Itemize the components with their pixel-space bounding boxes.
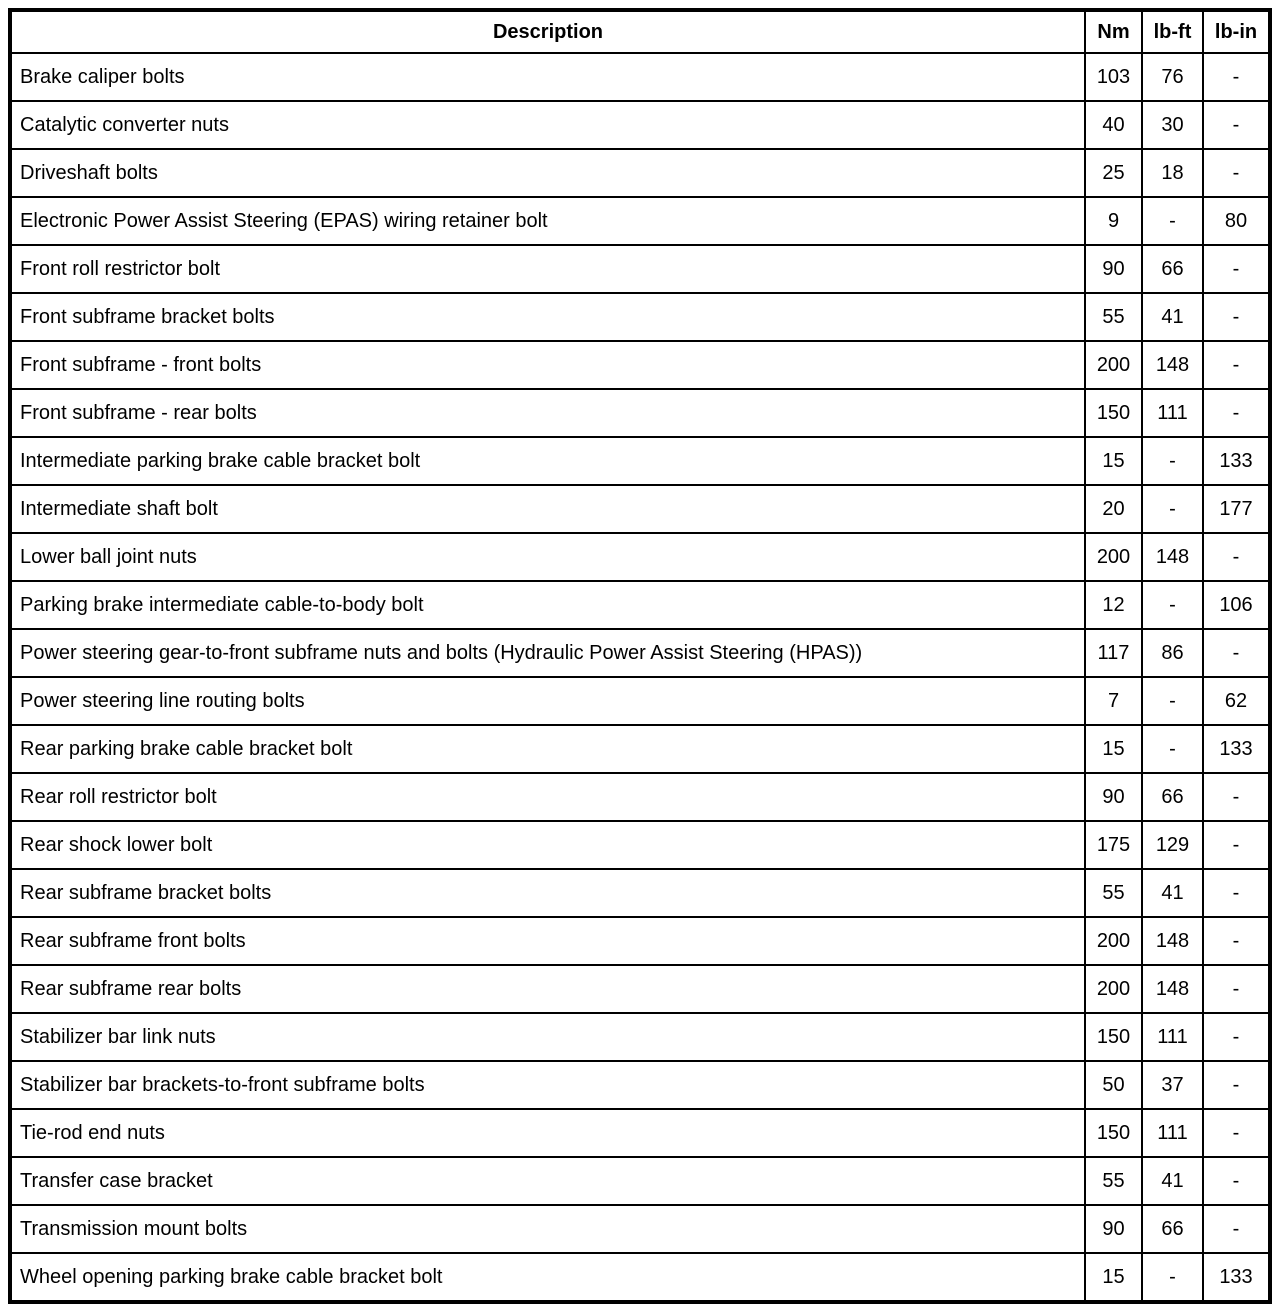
- cell-lbft: 86: [1142, 629, 1203, 677]
- cell-description: Stabilizer bar link nuts: [10, 1013, 1085, 1061]
- cell-description: Rear roll restrictor bolt: [10, 773, 1085, 821]
- table-row: [10, 1013, 1270, 1061]
- cell-lbft: 41: [1142, 293, 1203, 341]
- cell-lbft: 30: [1142, 101, 1203, 149]
- cell-lbin: 62: [1203, 677, 1270, 725]
- cell-description: Stabilizer bar brackets-to-front subframe bolts: [10, 1061, 1085, 1109]
- cell-lbft: 129: [1142, 821, 1203, 869]
- column-header-lbin: lb-in: [1203, 10, 1270, 53]
- table-row: [10, 917, 1270, 965]
- cell-nm: 200: [1085, 341, 1142, 389]
- cell-nm: 200: [1085, 965, 1142, 1013]
- cell-nm: 200: [1085, 533, 1142, 581]
- cell-lbft: 111: [1142, 389, 1203, 437]
- table-row: [10, 1157, 1270, 1205]
- table-row: [10, 389, 1270, 437]
- cell-lbft: 148: [1142, 341, 1203, 389]
- cell-lbin: 133: [1203, 1253, 1270, 1302]
- cell-lbft: 41: [1142, 1157, 1203, 1205]
- cell-description: Front subframe bracket bolts: [10, 293, 1085, 341]
- cell-nm: 55: [1085, 1157, 1142, 1205]
- cell-nm: 15: [1085, 1253, 1142, 1302]
- cell-description: Intermediate shaft bolt: [10, 485, 1085, 533]
- table-row: [10, 533, 1270, 581]
- cell-lbft: -: [1142, 437, 1203, 485]
- table-row: [10, 965, 1270, 1013]
- cell-description: Brake caliper bolts: [10, 53, 1085, 101]
- cell-lbin: -: [1203, 389, 1270, 437]
- cell-lbft: -: [1142, 581, 1203, 629]
- table-row: [10, 821, 1270, 869]
- cell-description: Rear subframe rear bolts: [10, 965, 1085, 1013]
- cell-lbin: -: [1203, 293, 1270, 341]
- torque-spec-table: [8, 8, 1272, 1304]
- cell-nm: 55: [1085, 293, 1142, 341]
- cell-nm: 200: [1085, 917, 1142, 965]
- cell-lbft: 111: [1142, 1013, 1203, 1061]
- cell-description: Wheel opening parking brake cable bracket bolt: [10, 1253, 1085, 1302]
- cell-nm: 25: [1085, 149, 1142, 197]
- cell-lbin: -: [1203, 245, 1270, 293]
- table-row: [10, 629, 1270, 677]
- table-row: [10, 293, 1270, 341]
- cell-lbin: -: [1203, 629, 1270, 677]
- cell-lbft: 148: [1142, 965, 1203, 1013]
- table-row: [10, 677, 1270, 725]
- cell-lbft: -: [1142, 1253, 1203, 1302]
- header-row: [10, 10, 1270, 53]
- cell-description: Rear shock lower bolt: [10, 821, 1085, 869]
- cell-lbin: -: [1203, 533, 1270, 581]
- cell-nm: 90: [1085, 773, 1142, 821]
- table-row: [10, 101, 1270, 149]
- table-row: [10, 1109, 1270, 1157]
- cell-lbft: -: [1142, 485, 1203, 533]
- cell-description: Tie-rod end nuts: [10, 1109, 1085, 1157]
- cell-lbin: -: [1203, 917, 1270, 965]
- cell-lbin: -: [1203, 821, 1270, 869]
- cell-description: Catalytic converter nuts: [10, 101, 1085, 149]
- cell-lbin: 133: [1203, 725, 1270, 773]
- cell-description: Front subframe - rear bolts: [10, 389, 1085, 437]
- cell-lbin: -: [1203, 53, 1270, 101]
- cell-description: Lower ball joint nuts: [10, 533, 1085, 581]
- table-row: [10, 53, 1270, 101]
- cell-lbin: 133: [1203, 437, 1270, 485]
- cell-nm: 40: [1085, 101, 1142, 149]
- cell-lbft: 37: [1142, 1061, 1203, 1109]
- cell-lbin: 106: [1203, 581, 1270, 629]
- cell-description: Intermediate parking brake cable bracket bolt: [10, 437, 1085, 485]
- cell-description: Parking brake intermediate cable-to-body bolt: [10, 581, 1085, 629]
- cell-lbft: 41: [1142, 869, 1203, 917]
- table-row: [10, 197, 1270, 245]
- table-row: [10, 1253, 1270, 1302]
- cell-lbin: -: [1203, 149, 1270, 197]
- cell-nm: 50: [1085, 1061, 1142, 1109]
- cell-lbin: -: [1203, 1205, 1270, 1253]
- table-row: [10, 1205, 1270, 1253]
- cell-lbft: 111: [1142, 1109, 1203, 1157]
- cell-lbin: 177: [1203, 485, 1270, 533]
- table-header: [10, 10, 1270, 53]
- cell-lbin: -: [1203, 1061, 1270, 1109]
- cell-lbin: -: [1203, 341, 1270, 389]
- cell-lbin: -: [1203, 869, 1270, 917]
- cell-lbft: 148: [1142, 533, 1203, 581]
- cell-description: Rear subframe front bolts: [10, 917, 1085, 965]
- column-header-lbft: lb-ft: [1142, 10, 1203, 53]
- table-row: [10, 1061, 1270, 1109]
- cell-lbft: 148: [1142, 917, 1203, 965]
- cell-description: Transfer case bracket: [10, 1157, 1085, 1205]
- cell-lbft: -: [1142, 725, 1203, 773]
- cell-lbft: 66: [1142, 1205, 1203, 1253]
- cell-nm: 12: [1085, 581, 1142, 629]
- cell-lbft: 76: [1142, 53, 1203, 101]
- table-row: [10, 773, 1270, 821]
- cell-nm: 150: [1085, 1013, 1142, 1061]
- cell-nm: 150: [1085, 389, 1142, 437]
- cell-description: Rear subframe bracket bolts: [10, 869, 1085, 917]
- cell-nm: 90: [1085, 245, 1142, 293]
- table-row: [10, 149, 1270, 197]
- cell-description: Electronic Power Assist Steering (EPAS) wiring retainer bolt: [10, 197, 1085, 245]
- cell-nm: 9: [1085, 197, 1142, 245]
- cell-nm: 7: [1085, 677, 1142, 725]
- cell-description: Front subframe - front bolts: [10, 341, 1085, 389]
- table-row: [10, 437, 1270, 485]
- cell-lbin: -: [1203, 1109, 1270, 1157]
- cell-nm: 55: [1085, 869, 1142, 917]
- cell-description: Rear parking brake cable bracket bolt: [10, 725, 1085, 773]
- table-row: [10, 341, 1270, 389]
- cell-nm: 20: [1085, 485, 1142, 533]
- cell-lbin: 80: [1203, 197, 1270, 245]
- cell-description: Power steering gear-to-front subframe nuts and bolts (Hydraulic Power Assist Steering (HPAS)): [10, 629, 1085, 677]
- cell-description: Front roll restrictor bolt: [10, 245, 1085, 293]
- column-header-nm: Nm: [1085, 10, 1142, 53]
- table-row: [10, 485, 1270, 533]
- cell-nm: 150: [1085, 1109, 1142, 1157]
- cell-nm: 15: [1085, 725, 1142, 773]
- cell-lbin: -: [1203, 101, 1270, 149]
- cell-lbin: -: [1203, 773, 1270, 821]
- table-row: [10, 869, 1270, 917]
- cell-lbin: -: [1203, 1013, 1270, 1061]
- cell-description: Driveshaft bolts: [10, 149, 1085, 197]
- cell-description: Power steering line routing bolts: [10, 677, 1085, 725]
- table-row: [10, 725, 1270, 773]
- cell-lbft: -: [1142, 197, 1203, 245]
- cell-lbin: -: [1203, 965, 1270, 1013]
- column-header-description: Description: [10, 10, 1085, 53]
- cell-nm: 117: [1085, 629, 1142, 677]
- cell-nm: 103: [1085, 53, 1142, 101]
- cell-lbft: 18: [1142, 149, 1203, 197]
- cell-nm: 90: [1085, 1205, 1142, 1253]
- cell-nm: 15: [1085, 437, 1142, 485]
- cell-lbft: 66: [1142, 245, 1203, 293]
- table-row: [10, 581, 1270, 629]
- table-row: [10, 245, 1270, 293]
- cell-nm: 175: [1085, 821, 1142, 869]
- cell-lbft: -: [1142, 677, 1203, 725]
- table-body: [10, 53, 1270, 1302]
- cell-description: Transmission mount bolts: [10, 1205, 1085, 1253]
- cell-lbin: -: [1203, 1157, 1270, 1205]
- cell-lbft: 66: [1142, 773, 1203, 821]
